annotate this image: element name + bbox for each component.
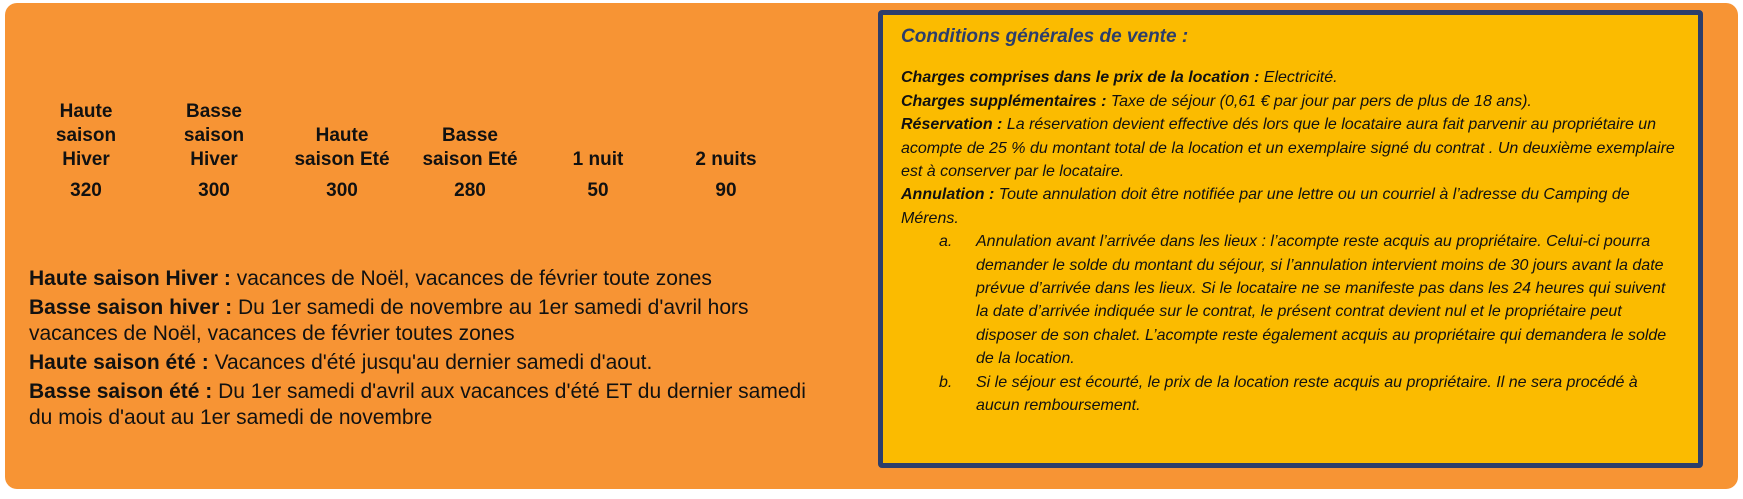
conditions-box [878,10,1703,468]
price-column-basse-saison-ete [406,100,534,203]
condition-term: Réservation : [901,116,1003,134]
price-column-2-nuits [662,100,790,203]
cancellation-list [901,230,1680,417]
content-panel [5,3,1738,489]
condition-term: Charges supplémentaires : [901,92,1107,110]
season-description: Du 1er samedi de novembre au 1er samedi d'avril hors vacances de Noël, vacances de février toutes zones [29,296,749,345]
price-value: 320 [70,180,102,201]
season-description: Du 1er samedi d'avril aux vacances d'été ET du dernier samedi du mois d'aout au 1er samedi de novembre [29,380,806,429]
condition-text: Toute annulation doit être notifiée par une lettre ou un courriel à l’adresse du Camping de Mérens. [901,186,1630,227]
price-column-header: Basse saison Hiver [183,101,245,170]
season-definition [29,350,809,376]
condition-text: Electricité. [1259,69,1338,87]
price-column-header: 2 nuits [695,149,757,170]
price-column-haute-saison-hiver [22,100,150,203]
price-column-haute-saison-ete [278,100,406,203]
list-item [901,371,1680,418]
list-marker: b. [939,373,953,391]
condition-text: Taxe de séjour (0,61 € par jour par pers de plus de 18 ans). [1106,92,1532,110]
season-definition [29,379,809,431]
price-column-1-nuit [534,100,662,203]
list-item-text: Si le séjour est écourté, le prix de la location reste acquis au propriétaire. Il ne sera procédé à aucun remboursement. [976,373,1638,415]
conditions-title: Conditions générales de vente : [901,26,1189,47]
season-term: Haute saison Hiver : [29,267,231,290]
season-term: Basse saison été : [29,380,213,403]
condition-line [901,90,1680,113]
season-description: Vacances d'été jusqu'au dernier samedi d'aout. [208,351,653,374]
season-term: Haute saison été : [29,351,209,374]
condition-term: Annulation : [901,186,995,204]
price-value: 50 [587,180,609,201]
season-term: Basse saison hiver : [29,296,233,319]
price-value: 280 [454,180,486,201]
season-description: vacances de Noël, vacances de février toute zones [230,267,712,290]
condition-line [901,113,1680,183]
condition-term: Charges comprises dans le prix de la location : [901,69,1260,87]
season-definitions [29,266,809,434]
price-column-header: 1 nuit [572,149,624,170]
condition-line [901,183,1680,230]
price-column-header: Haute saison Hiver [55,101,117,170]
price-value: 90 [715,180,737,201]
price-value: 300 [198,180,230,201]
price-value: 300 [326,180,358,201]
price-column-header: Basse saison Eté [422,125,518,170]
list-marker: a. [939,233,953,251]
season-definition [29,295,809,347]
season-definition [29,266,809,292]
list-item [901,230,1680,370]
condition-line [901,66,1680,89]
list-item-text: Annulation avant l’arrivée dans les lieux : l’acompte reste acquis au propriétaire. Celui-ci pourra demander le solde du montant du séjour, si l’annulation intervient moins de 30 jours avant la date prévue d’arrivée dans les lieux. Si le locataire ne se manifeste pas dans les 24 heures qui suivent la date d’arrivée indiquée sur le contrat, le présent contrat devient nul et le propriétaire peut disposer de son chalet. L’acompte reste également acquis au propriétaire qui demandera le solde de la location. [976,233,1667,368]
price-column-basse-saison-hiver [150,100,278,203]
condition-text: La réservation devient effective dés lors que le locataire aura fait parvenir au propriétaire un acompte de 25 % du montant total de la location et un exemplaire signé du contrat . Un deuxième exemplaire est à conserver par le locataire. [901,116,1675,181]
price-column-header: Haute saison Eté [294,125,390,170]
